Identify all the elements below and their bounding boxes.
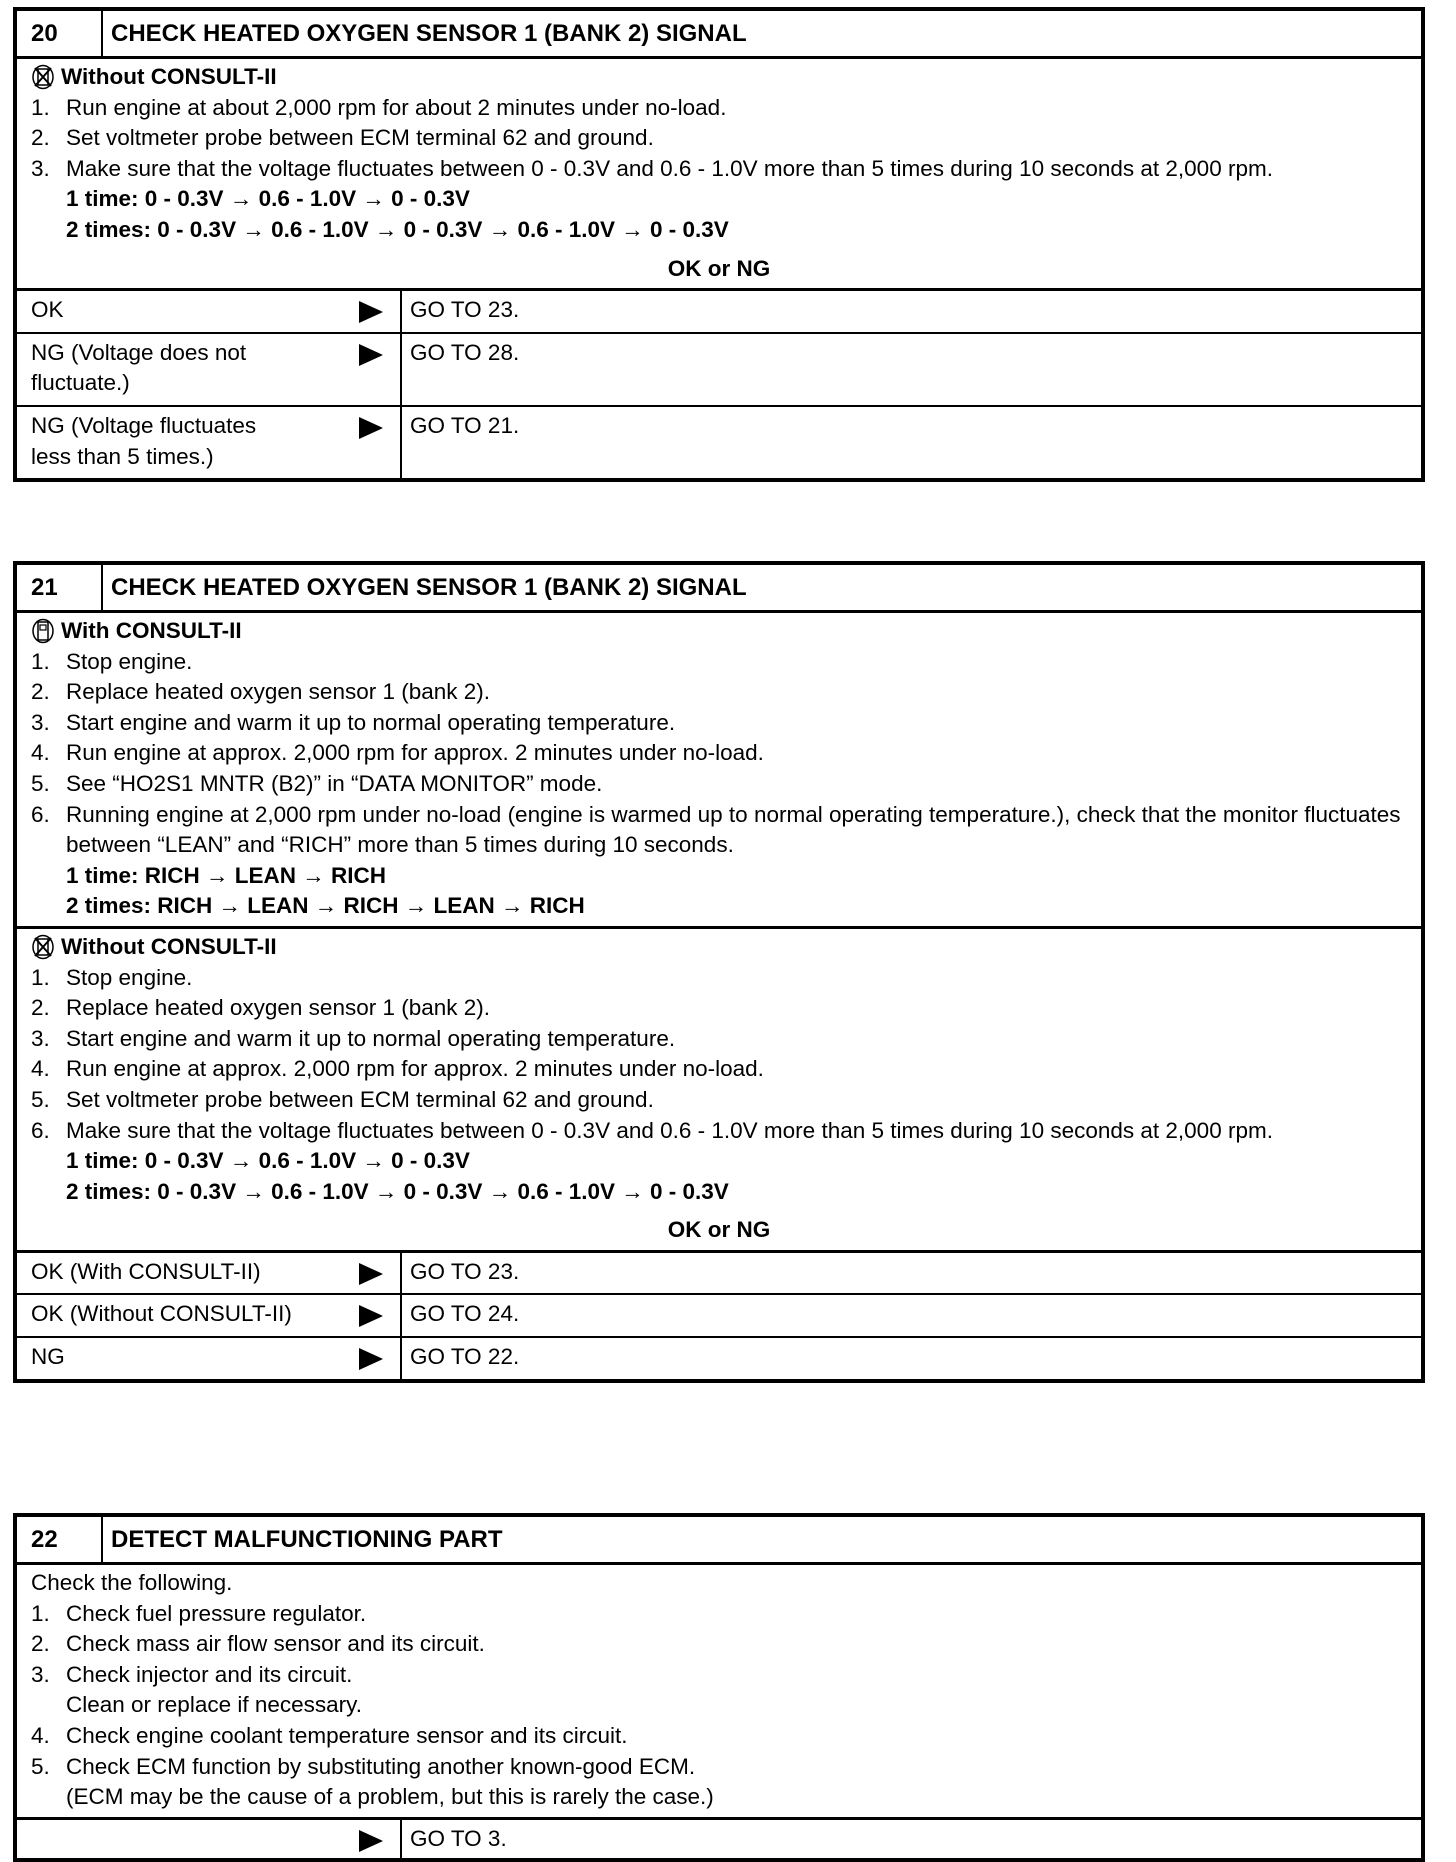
list-item	[31, 1660, 1407, 1691]
step-header	[17, 11, 1421, 59]
arrow-right-icon	[342, 1257, 400, 1288]
arrow-right-icon	[342, 411, 400, 439]
step-number: 21	[17, 565, 103, 610]
with-consult-icon	[31, 618, 55, 644]
outcome-row[interactable]	[17, 332, 1421, 405]
criteria-line: 1 time: 0 - 0.3V → 0.6 - 1.0V → 0 - 0.3V	[66, 1148, 470, 1174]
without-consult-section	[17, 59, 1421, 288]
item-text: Make sure that the voltage fluctuates between 0 - 0.3V and 0.6 - 1.0V more than 5 times during 10 seconds at 2,000 rpm.	[66, 1117, 1273, 1143]
outcome-action-link[interactable]: GO TO 22.	[410, 1344, 520, 1370]
step-number: 20	[17, 11, 103, 56]
item-text: Replace heated oxygen sensor 1 (bank 2).	[66, 995, 491, 1021]
outcome-action-link[interactable]: GO TO 24.	[410, 1301, 520, 1327]
step-title: DETECT MALFUNCTIONING PART	[111, 1526, 503, 1553]
arrow-right-icon	[342, 1299, 400, 1327]
outcome-action-link[interactable]: GO TO 21.	[410, 412, 520, 438]
item-text: Run engine at approx. 2,000 rpm for approx. 2 minutes under no-load.	[66, 1056, 764, 1082]
item-text: Start engine and warm it up to normal operating temperature.	[66, 1025, 676, 1051]
outcome-condition: OK (With CONSULT-II)	[31, 1258, 261, 1284]
outcome-row[interactable]	[17, 1253, 1421, 1294]
outcome-condition: OK (Without CONSULT-II)	[31, 1301, 292, 1327]
criteria-line: 2 times: RICH → LEAN → RICH → LEAN → RICH	[66, 893, 585, 919]
item-text: Check fuel pressure regulator.	[66, 1600, 367, 1626]
outcome-table	[17, 1817, 1421, 1858]
item-number: 1.	[31, 94, 50, 120]
list-item	[31, 1599, 1407, 1630]
outcome-action-link[interactable]: GO TO 23.	[410, 1258, 520, 1284]
list-item	[31, 1629, 1407, 1660]
criteria-line: 2 times: 0 - 0.3V → 0.6 - 1.0V → 0 - 0.3V → 0.6 - 1.0V → 0 - 0.3V	[66, 216, 729, 242]
item-number: 6.	[31, 801, 50, 827]
without-consult-icon	[31, 934, 55, 960]
without-consult-section	[17, 926, 1421, 1250]
list-item	[31, 1085, 1407, 1116]
list-item	[31, 1116, 1407, 1147]
item-number: 5.	[31, 1753, 50, 1779]
item-text: Check engine coolant temperature sensor and its circuit.	[66, 1722, 628, 1748]
list-item	[31, 1721, 1407, 1752]
item-number: 2.	[31, 995, 50, 1021]
list-item	[31, 154, 1407, 185]
outcome-condition: NG	[31, 1344, 65, 1370]
item-number: 3.	[31, 155, 50, 181]
item-number: 2.	[31, 125, 50, 151]
outcome-action-link[interactable]: GO TO 23.	[410, 297, 520, 323]
list-item	[31, 769, 1407, 800]
item-number: 2.	[31, 679, 50, 705]
mode-heading	[31, 616, 1407, 647]
item-text: Running engine at 2,000 rpm under no-load (engine is warmed up to normal operating temperature.), check that the monitor fluctuates between “LEAN” and “RICH” more than 5 times during 10 seconds.	[66, 801, 1401, 858]
step-22-box	[13, 1513, 1425, 1862]
item-number: 1.	[31, 648, 50, 674]
list-item	[31, 1752, 1407, 1783]
intro-text: Check the following.	[31, 1570, 233, 1595]
item-number: 2.	[31, 1631, 50, 1657]
list-item	[31, 677, 1407, 708]
item-number: 1.	[31, 1600, 50, 1626]
arrow-right-icon	[342, 338, 400, 366]
step-21-box	[13, 561, 1425, 1383]
item-continuation: (ECM may be the cause of a problem, but this is rarely the case.)	[66, 1784, 714, 1810]
item-text: See “HO2S1 MNTR (B2)” in “DATA MONITOR” mode.	[66, 770, 603, 796]
arrow-right-icon	[342, 295, 400, 326]
outcome-action-link[interactable]: GO TO 3.	[410, 1825, 507, 1851]
mode-heading	[31, 62, 1407, 93]
list-item	[31, 123, 1407, 154]
step-20-box	[13, 7, 1425, 482]
item-continuation: Clean or replace if necessary.	[66, 1692, 362, 1718]
item-number: 4.	[31, 1056, 50, 1082]
criteria-line: 1 time: 0 - 0.3V → 0.6 - 1.0V → 0 - 0.3V	[66, 186, 470, 212]
outcome-row[interactable]	[17, 405, 1421, 478]
item-number: 3.	[31, 1025, 50, 1051]
item-number: 4.	[31, 1722, 50, 1748]
item-number: 5.	[31, 770, 50, 796]
list-item	[31, 708, 1407, 739]
mode-heading	[31, 932, 1407, 963]
item-text: Set voltmeter probe between ECM terminal 62 and ground.	[66, 1086, 654, 1112]
list-item	[31, 1024, 1407, 1055]
criteria-line: 2 times: 0 - 0.3V → 0.6 - 1.0V → 0 - 0.3V → 0.6 - 1.0V → 0 - 0.3V	[66, 1178, 729, 1204]
arrow-right-icon	[342, 1824, 400, 1852]
outcome-row[interactable]	[17, 291, 1421, 332]
result-label: OK or NG	[667, 255, 771, 281]
item-text: Check ECM function by substituting another known-good ECM.	[66, 1753, 696, 1779]
without-consult-icon	[31, 64, 55, 90]
item-text: Check injector and its circuit.	[66, 1661, 353, 1687]
outcome-condition: NG (Voltage does not fluctuate.)	[31, 339, 247, 396]
list-item	[31, 93, 1407, 124]
list-item	[31, 963, 1407, 994]
step-header	[17, 1517, 1421, 1565]
outcome-row[interactable]	[17, 1820, 1421, 1858]
item-number: 1.	[31, 964, 50, 990]
item-text: Set voltmeter probe between ECM terminal 62 and ground.	[66, 125, 654, 151]
outcome-table	[17, 288, 1421, 478]
with-consult-section	[17, 613, 1421, 926]
outcome-row[interactable]	[17, 1293, 1421, 1336]
criteria-line: 1 time: RICH → LEAN → RICH	[66, 862, 387, 888]
mode-label: Without CONSULT-II	[61, 64, 277, 89]
outcome-action-link[interactable]: GO TO 28.	[410, 339, 520, 365]
list-item	[31, 993, 1407, 1024]
step-number: 22	[17, 1517, 103, 1562]
item-number: 5.	[31, 1086, 50, 1112]
outcome-table	[17, 1250, 1421, 1379]
mode-label: With CONSULT-II	[61, 618, 242, 643]
list-item	[31, 1054, 1407, 1085]
item-text: Start engine and warm it up to normal operating temperature.	[66, 709, 676, 735]
item-number: 3.	[31, 1661, 50, 1687]
item-number: 4.	[31, 740, 50, 766]
list-item	[31, 800, 1407, 861]
arrow-right-icon	[342, 1342, 400, 1373]
item-text: Make sure that the voltage fluctuates between 0 - 0.3V and 0.6 - 1.0V more than 5 times during 10 seconds at 2,000 rpm.	[66, 155, 1273, 181]
item-text: Run engine at approx. 2,000 rpm for approx. 2 minutes under no-load.	[66, 740, 764, 766]
result-label: OK or NG	[667, 1217, 771, 1243]
item-number: 6.	[31, 1117, 50, 1143]
outcome-row[interactable]	[17, 1336, 1421, 1379]
item-text: Stop engine.	[66, 648, 193, 674]
check-section	[17, 1565, 1421, 1817]
list-item	[31, 647, 1407, 678]
list-item	[31, 738, 1407, 769]
step-title: CHECK HEATED OXYGEN SENSOR 1 (BANK 2) SIGNAL	[111, 20, 747, 47]
outcome-condition: NG (Voltage fluctuates less than 5 times.)	[31, 412, 257, 469]
mode-label: Without CONSULT-II	[61, 933, 277, 959]
outcome-condition: OK	[31, 297, 64, 323]
item-number: 3.	[31, 709, 50, 735]
step-header	[17, 565, 1421, 613]
outcome-condition	[31, 1824, 342, 1852]
item-text: Run engine at about 2,000 rpm for about 2 minutes under no-load.	[66, 94, 727, 120]
step-title: CHECK HEATED OXYGEN SENSOR 1 (BANK 2) SIGNAL	[111, 574, 747, 601]
item-text: Stop engine.	[66, 964, 193, 990]
item-text: Check mass air flow sensor and its circuit.	[66, 1631, 485, 1657]
item-text: Replace heated oxygen sensor 1 (bank 2).	[66, 679, 491, 705]
